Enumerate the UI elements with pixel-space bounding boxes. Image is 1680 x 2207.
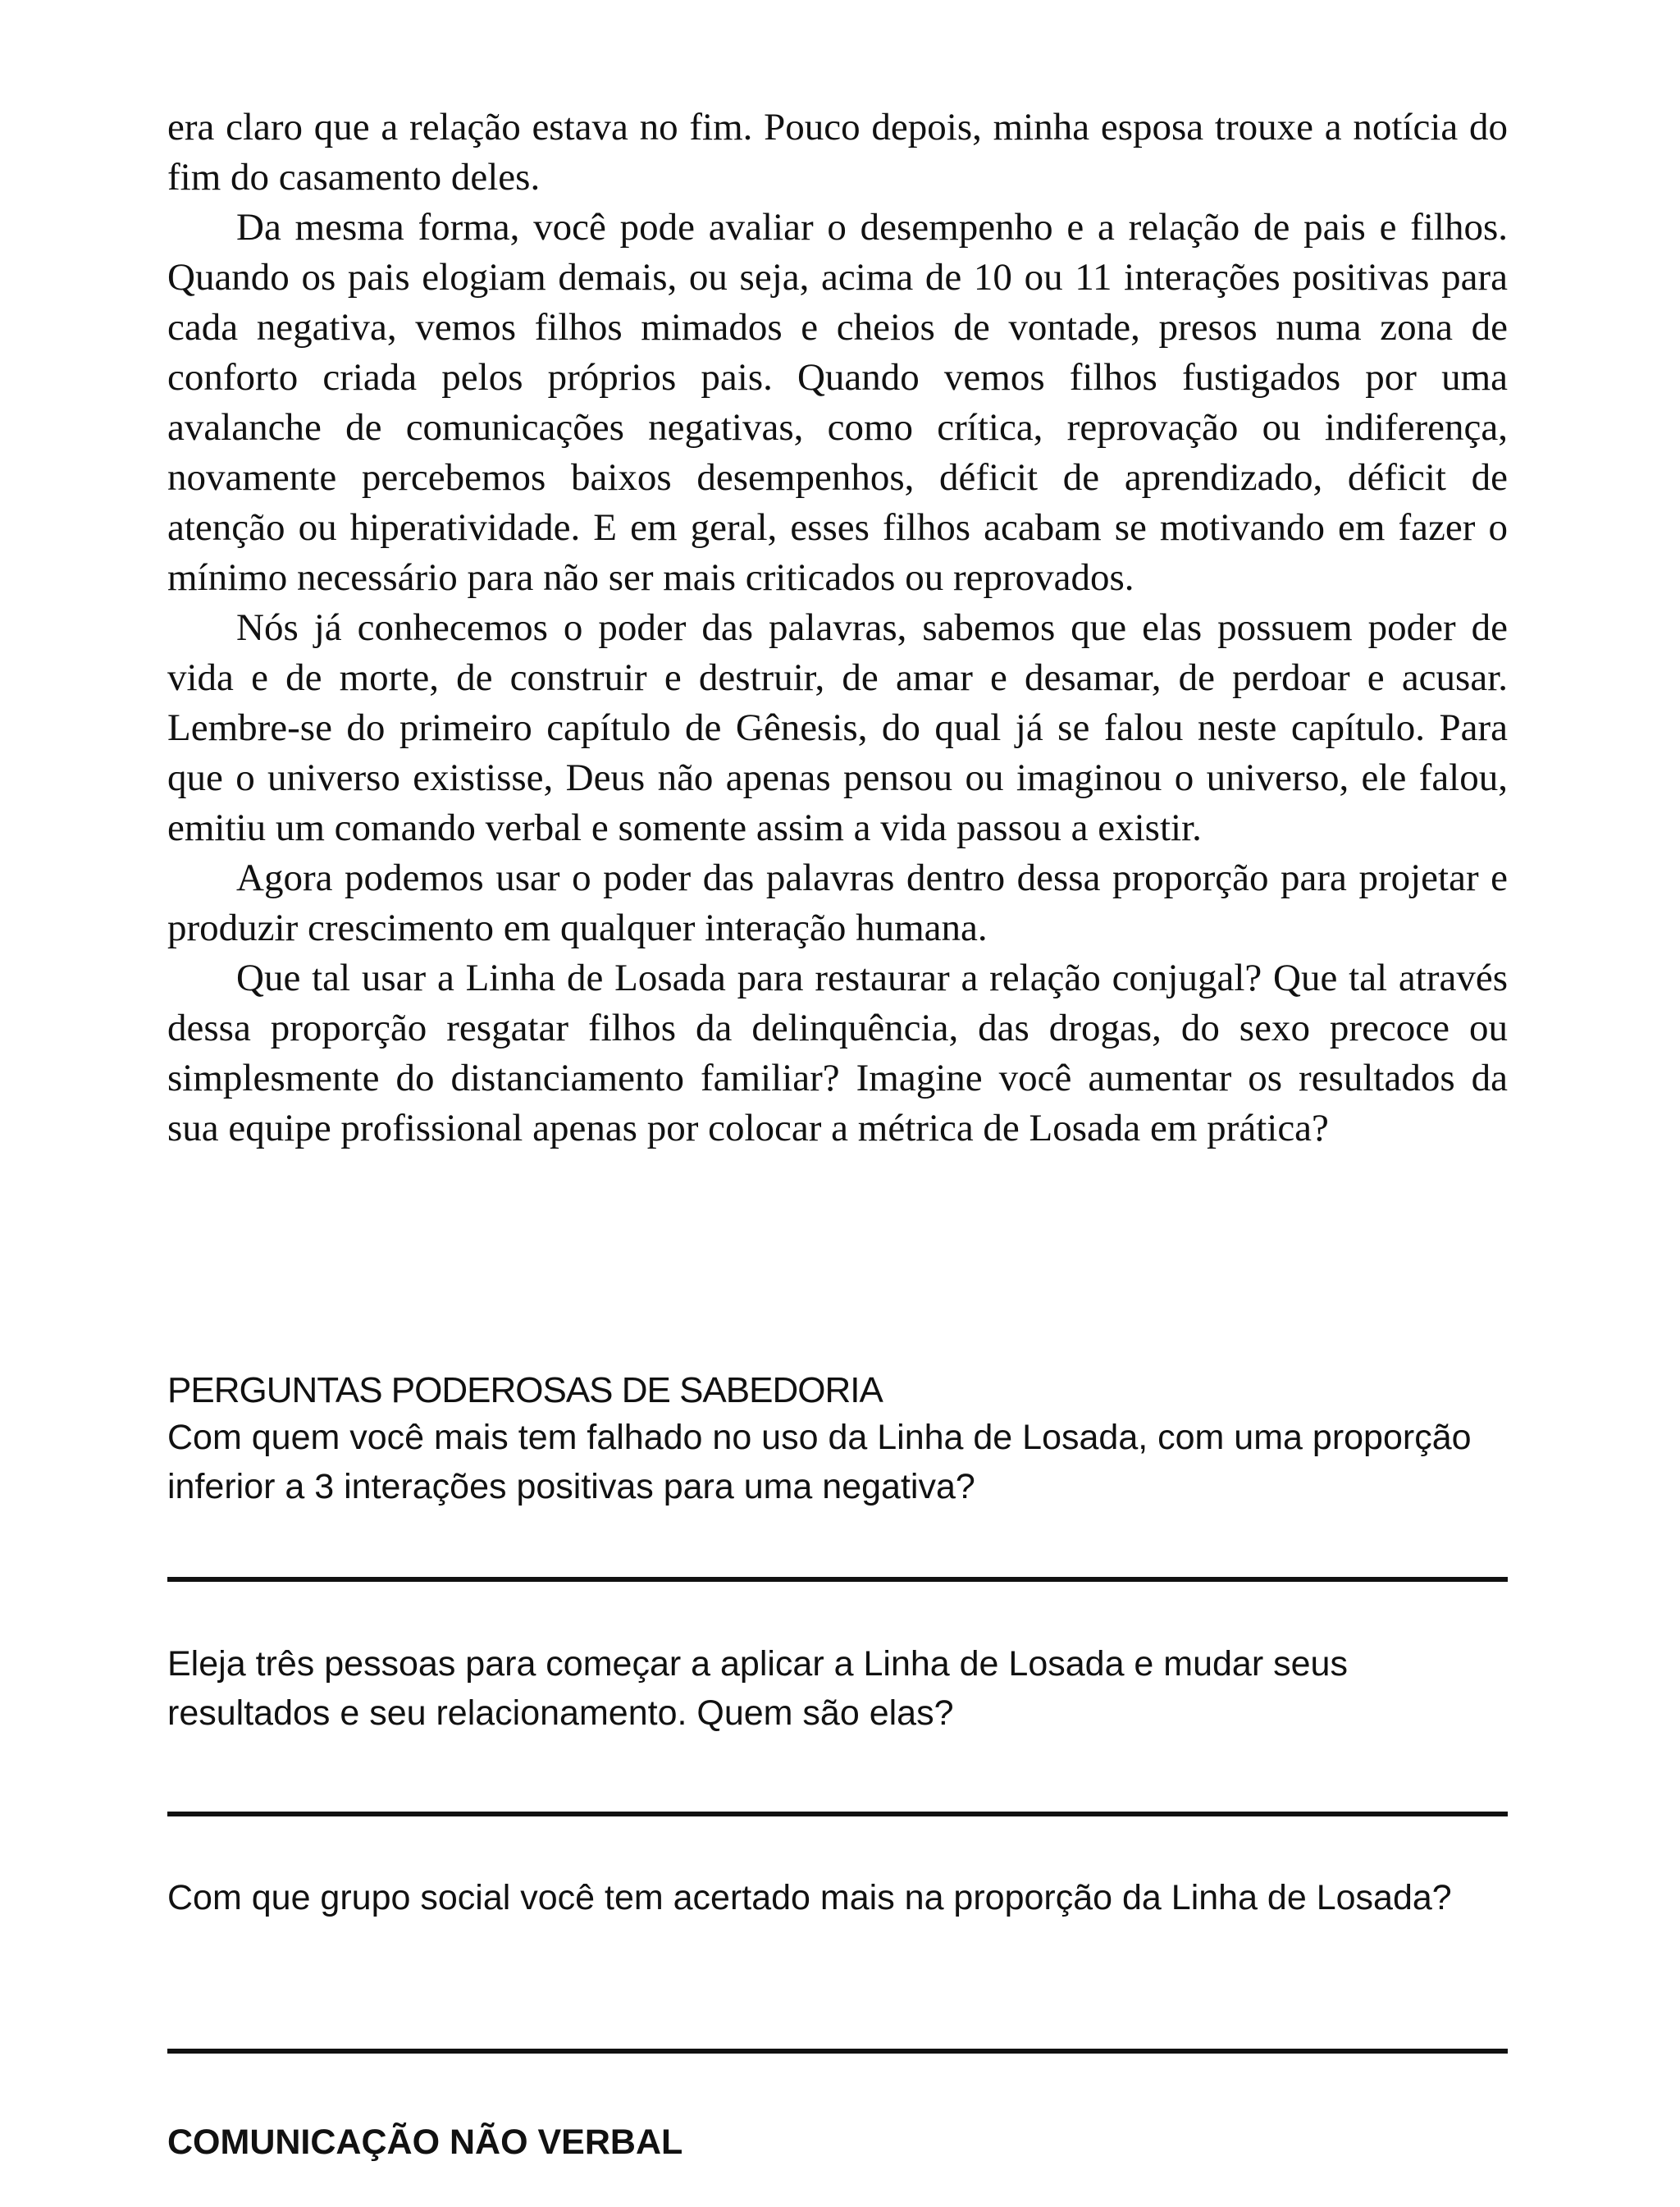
body-text bbox=[167, 103, 1508, 1154]
paragraph-2: Da mesma forma, você pode avaliar o desempenho e a relação de pais e filhos. Quando os pais elogiam demais, ou seja, acima de 10 ou 11 interações positivas para cada negativa, vemos filhos mimados e cheios de vontade, presos numa zona de conforto criada pelos próprios pais. Quando vemos filhos fustigados por uma avalanche de comunicações negativas, como crítica, reprovação ou indiferença, novamente percebemos baixos desempenhos, déficit de aprendizado, déficit de atenção ou hiperatividade. E em geral, esses filhos acabam se motivando em fazer o mínimo necessário para não ser mais criticados ou reprovados. bbox=[167, 206, 1508, 599]
paragraph-5: Que tal usar a Linha de Losada para restaurar a relação conjugal? Que tal através dessa proporção resgatar filhos da delinquência, das drogas, do sexo precoce ou simplesmente do distanciamento familiar? Imagine você aumentar os resultados da sua equipe profissional apenas por colocar a métrica de Losada em prática? bbox=[167, 957, 1508, 1149]
question-1: Com quem você mais tem falhado no uso da Linha de Losada, com uma proporção inferior a 3 interações positivas para uma negativa? bbox=[167, 1418, 1472, 1506]
question-block-2 bbox=[167, 1639, 1508, 1738]
question-2: Eleja três pessoas para começar a aplicar a Linha de Losada e mudar seus resultados e seu relacionamento. Quem são elas? bbox=[167, 1644, 1348, 1733]
question-3: Com que grupo social você tem acertado mais na proporção da Linha de Losada? bbox=[167, 1878, 1452, 1917]
answer-line-2[interactable] bbox=[167, 1812, 1508, 1816]
answer-line-3[interactable] bbox=[167, 2049, 1508, 2054]
answer-line-1[interactable] bbox=[167, 1577, 1508, 1582]
paragraph-1: era claro que a relação estava no fim. Pouco depois, minha esposa trouxe a notícia do fim do casamento deles. bbox=[167, 106, 1508, 199]
section-heading: PERGUNTAS PODEROSAS DE SABEDORIA bbox=[167, 1370, 883, 1410]
paragraph-4: Agora podemos usar o poder das palavras dentro dessa proporção para projetar e produzir crescimento em qualquer interação humana. bbox=[167, 857, 1508, 949]
next-section-heading: COMUNICAÇÃO NÃO VERBAL bbox=[167, 2122, 683, 2162]
paragraph-3: Nós já conhecemos o poder das palavras, sabemos que elas possuem poder de vida e de morte, de construir e destruir, de amar e desamar, de perdoar e acusar. Lembre-se do primeiro capítulo de Gênesis, do qual já se falou neste capítulo. Para que o universo existisse, Deus não apenas pensou ou imaginou o universo, ele falou, emitiu um comando verbal e somente assim a vida passou a existir. bbox=[167, 606, 1508, 849]
questions-section bbox=[167, 1369, 1508, 1511]
question-block-3 bbox=[167, 1873, 1508, 1922]
